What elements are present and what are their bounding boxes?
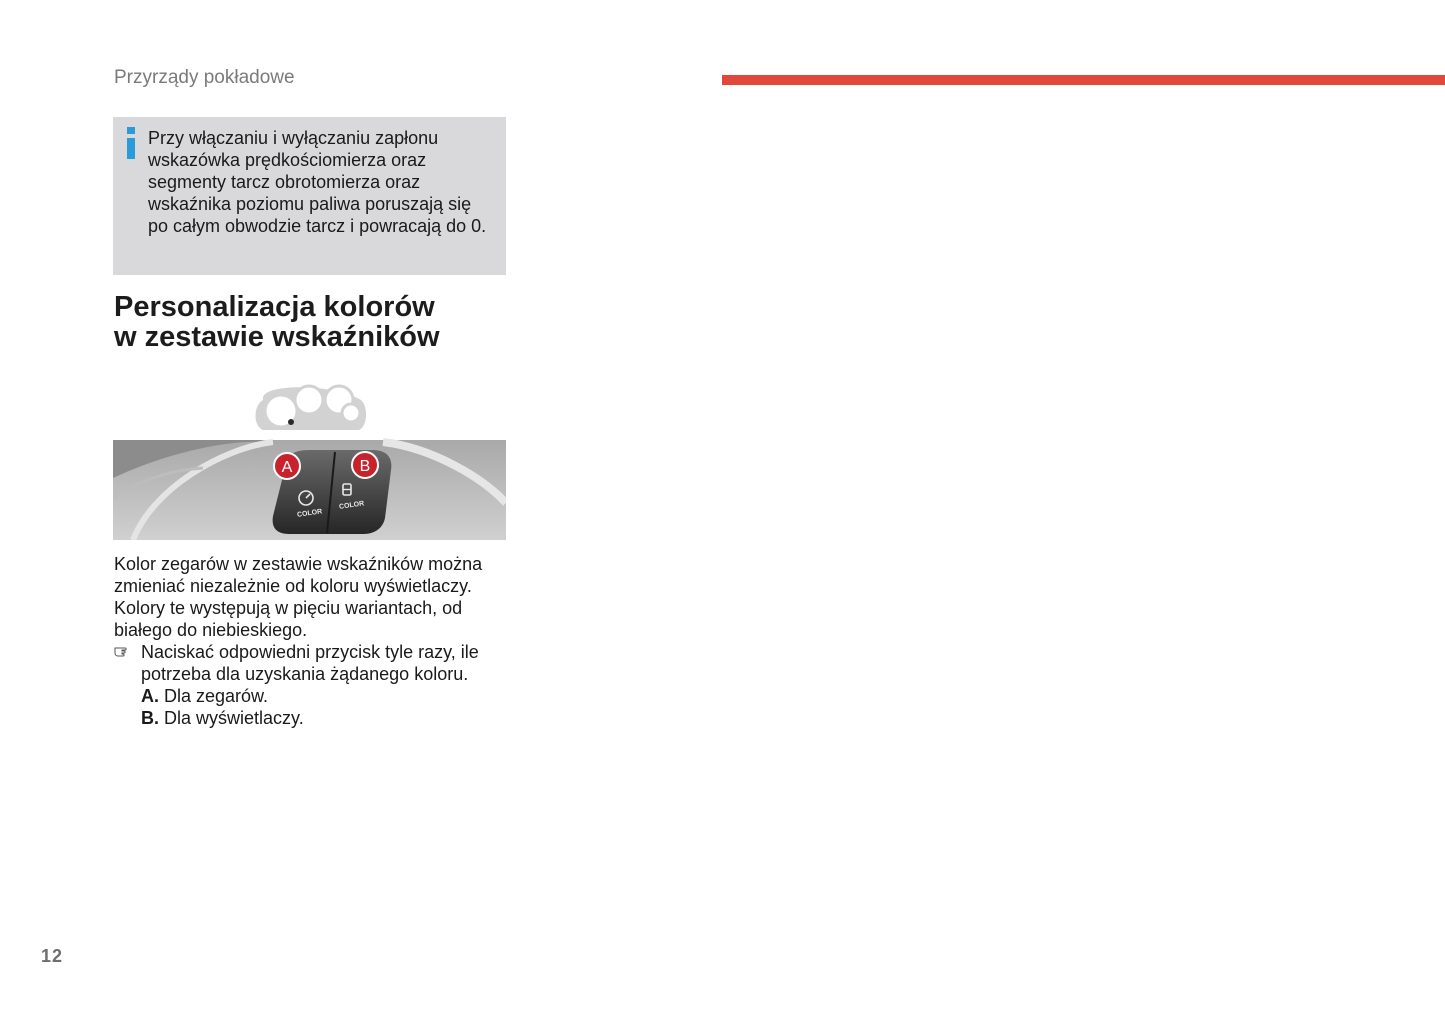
paragraph-line: Kolory te występują w pięciu wariantach, od <box>114 598 463 618</box>
header-accent-bar <box>722 75 1445 85</box>
instruction-item <box>114 641 514 685</box>
info-text <box>148 127 504 237</box>
section-title: Przyrządy pokładowe <box>114 67 295 88</box>
marker-b-label: B <box>359 458 371 475</box>
legend-key: B. <box>141 708 159 728</box>
instruction-line: Naciskać odpowiedni przycisk tyle razy, ile <box>141 642 479 662</box>
info-line: segmenty tarcz obrotomierza oraz <box>148 172 421 192</box>
button-a-label: COLOR <box>296 508 323 519</box>
paragraph-line: zmieniać niezależnie od koloru wyświetlaczy. <box>114 576 472 596</box>
info-box <box>113 117 506 275</box>
page-number: 12 <box>41 946 64 966</box>
paragraph-line: białego do niebieskiego. <box>114 620 308 640</box>
marker-a-label: A <box>281 459 293 476</box>
legend-text: Dla zegarów. <box>159 686 269 706</box>
info-line: wskaźnika poziomu paliwa poruszają się <box>148 194 472 214</box>
info-line: wskazówka prędkościomierza oraz <box>148 150 427 170</box>
legend-item-b <box>114 707 514 729</box>
heading-line: w zestawie wskaźników <box>114 321 440 353</box>
button-b-label: COLOR <box>338 500 365 511</box>
info-line: Przy włączaniu i wyłączaniu zapłonu <box>148 128 439 148</box>
info-icon <box>125 127 137 159</box>
pointing-hand-icon <box>114 644 132 658</box>
legend-key: A. <box>141 686 159 706</box>
section-heading <box>114 292 440 352</box>
legend-item-a <box>114 685 514 707</box>
body-text <box>114 553 514 729</box>
paragraph-line: Kolor zegarów w zestawie wskaźników można <box>114 554 483 574</box>
instrument-cluster-illustration <box>113 378 506 540</box>
instruction-line: potrzeba dla uzyskania żądanego koloru. <box>141 664 469 684</box>
legend-text: Dla wyświetlaczy. <box>159 708 304 728</box>
cluster-overview <box>256 386 367 430</box>
info-line: po całym obwodzie tarcz i powracają do 0. <box>148 216 487 236</box>
marker-b <box>352 452 378 478</box>
marker-a <box>274 453 300 479</box>
heading-line: Personalizacja kolorów <box>114 291 435 323</box>
